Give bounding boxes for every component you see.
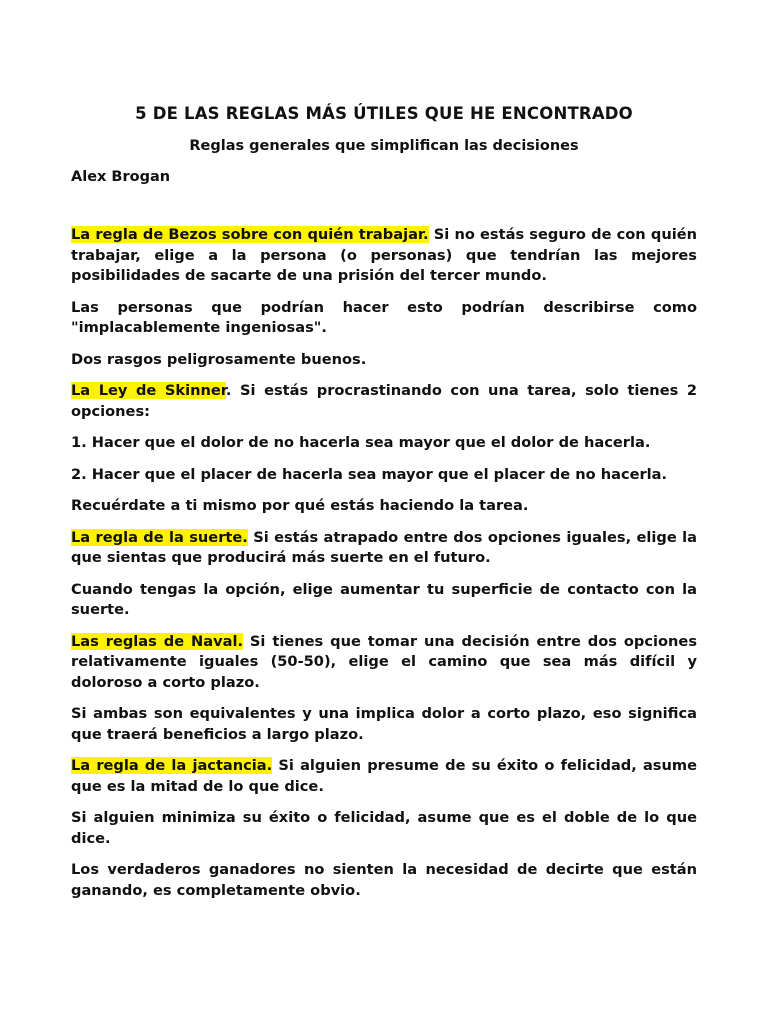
paragraph-text: Si ambas son equivalentes y una implica dolor a corto plazo, eso significa que traerá beneficios a largo plazo. xyxy=(71,705,697,743)
paragraph-text: Las personas que podrían hacer esto podrían describirse como "implacablemente ingeniosas". xyxy=(71,298,697,336)
document-title: 5 DE LAS REGLAS MÁS ÚTILES QUE HE ENCONTRADO xyxy=(135,104,633,123)
paragraph-text: Si no estás seguro de con quién trabajar, elige a la persona (o personas) que tendrían las mejores posibilidades de sacarte de una prisión del tercer mundo. xyxy=(71,226,697,284)
paragraph-boasting-rule xyxy=(71,756,697,797)
highlighted-rule-name: La regla de la suerte. xyxy=(71,528,248,546)
highlighted-rule-name: La regla de la jactancia. xyxy=(71,757,273,774)
paragraph-text: Si alguien presume de su éxito o felicidad, asume que es la mitad de lo que dice. xyxy=(71,757,697,795)
highlighted-rule-name: Las reglas de Naval. xyxy=(71,632,243,650)
paragraph-text: 2. Hacer que el placer de hacerla sea mayor que el placer de no hacerla. xyxy=(71,465,668,483)
highlighted-rule-name: La regla de Bezos sobre con quién trabajar. xyxy=(71,226,429,243)
paragraph-naval-rules xyxy=(71,632,697,694)
paragraph xyxy=(71,496,697,517)
highlighted-rule-name: La Ley de Skinner xyxy=(71,382,226,399)
document-body xyxy=(71,225,697,901)
paragraph-text: Si tienes que tomar una decisión entre dos opciones relativamente iguales (50-50), elige el camino que sea más difícil y doloroso a corto plazo. xyxy=(71,632,698,691)
paragraph-list-item xyxy=(71,433,697,454)
paragraph-list-item xyxy=(71,465,697,486)
paragraph-text: Si alguien minimiza su éxito o felicidad, asume que es el doble de lo que dice. xyxy=(71,809,697,847)
paragraph-text: Dos rasgos peligrosamente buenos. xyxy=(71,350,367,368)
paragraph-skinner-law xyxy=(71,381,697,422)
paragraph-text: Cuando tengas la opción, elige aumentar tu superficie de contacto con la suerte. xyxy=(71,580,697,618)
paragraph-text: 1. Hacer que el dolor de no hacerla sea mayor que el dolor de hacerla. xyxy=(71,434,651,451)
paragraph-text: Si estás atrapado entre dos opciones iguales, elige la que sientas que producirá más suerte en el futuro. xyxy=(71,528,697,566)
paragraph-text: . Si estás procrastinando con una tarea, solo tienes 2 opciones: xyxy=(71,382,697,420)
paragraph xyxy=(71,808,697,849)
paragraph-text: Recuérdate a ti mismo por qué estás haciendo la tarea. xyxy=(71,497,529,514)
paragraph xyxy=(71,860,697,901)
paragraph-bezos-rule xyxy=(71,225,697,287)
paragraph-luck-rule xyxy=(71,528,697,569)
document-author: Alex Brogan xyxy=(71,169,171,185)
paragraph xyxy=(71,704,697,745)
document-subtitle: Reglas generales que simplifican las decisiones xyxy=(189,138,579,154)
paragraph xyxy=(71,298,697,339)
paragraph xyxy=(71,350,697,371)
paragraph-text: Los verdaderos ganadores no sienten la necesidad de decirte que están ganando, es completamente obvio. xyxy=(71,861,697,899)
paragraph xyxy=(71,580,697,621)
